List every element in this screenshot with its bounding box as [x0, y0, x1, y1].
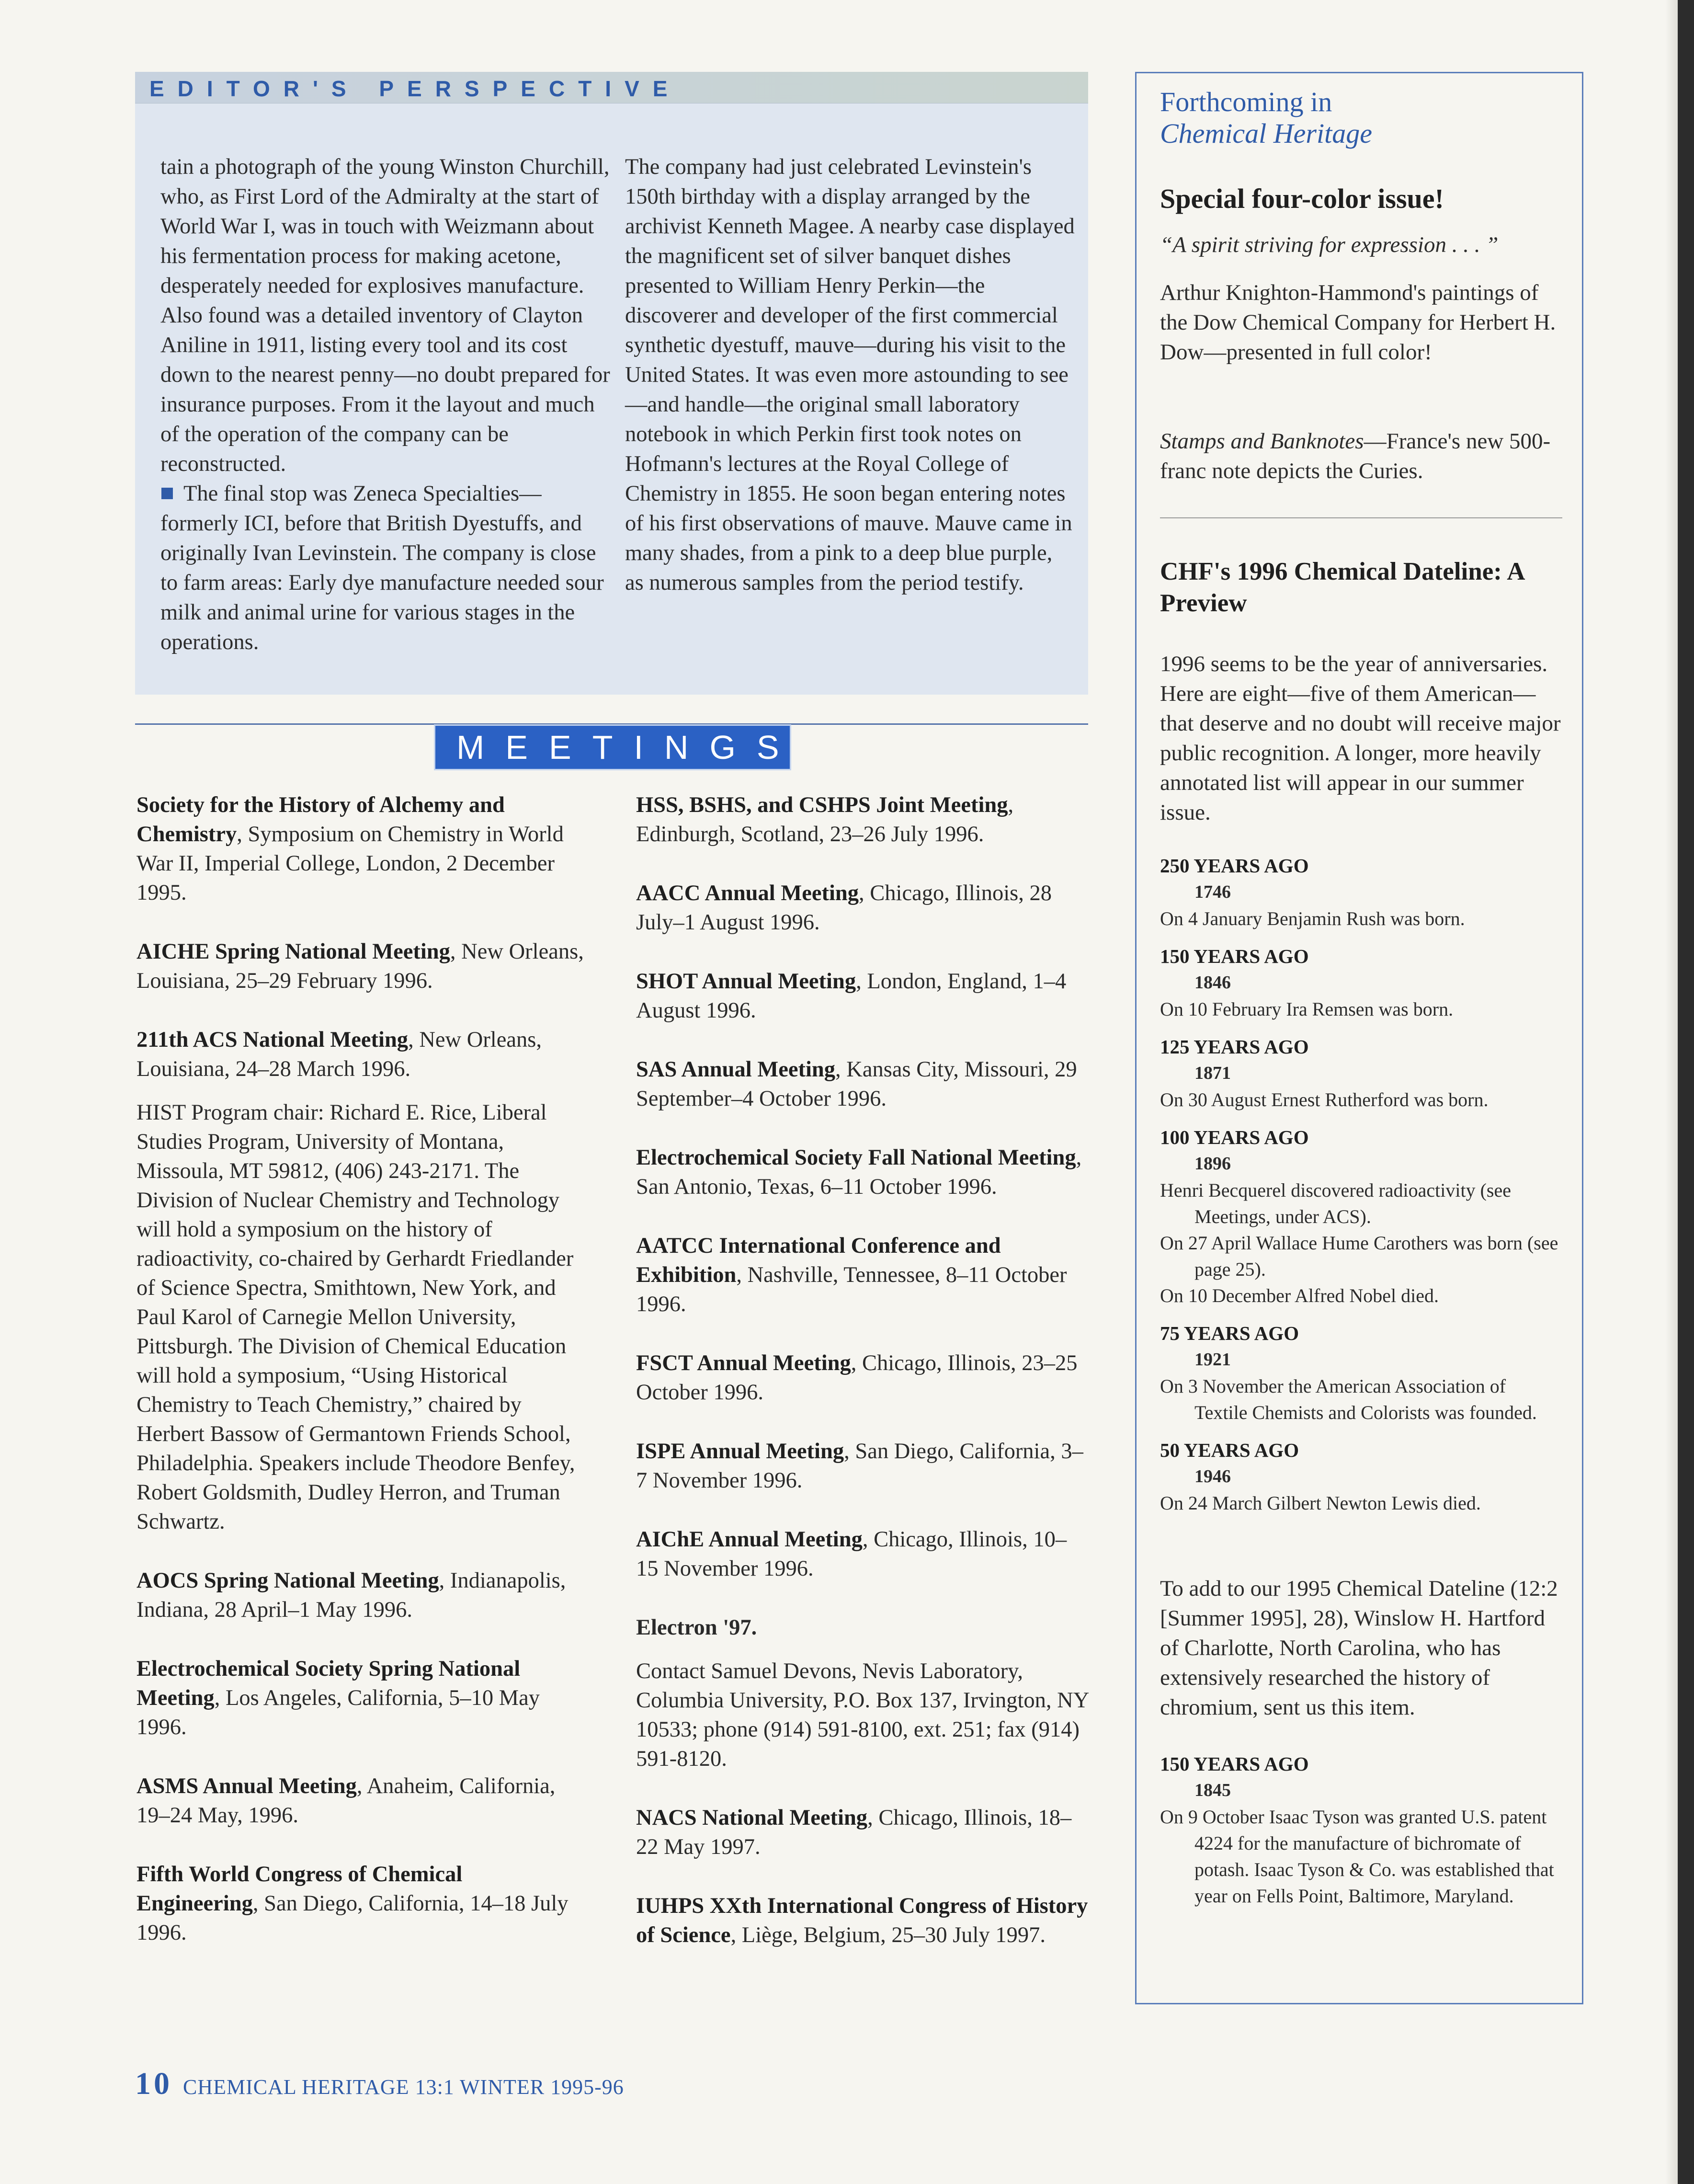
paragraph: The final stop was Zeneca Specialties—formerly ICI, before that British Dyestuffs, and originally Ivan Levinstein. The company is close to farm areas: Early dye manufacture needed sour milk and animal urine for various stages in the operations. — [160, 481, 604, 654]
knighton-paragraph: Arthur Knighton-Hammond's paintings of the Dow Chemical Company for Herbert H. Dow—presented in full color! — [1160, 280, 1556, 365]
anniversary-entry: 100 YEARS AGO 1896 Henri Becquerel discovered radioactivity (see Meetings, under ACS). On 27 April Wallace Hume Carothers was born (see page 25). On 10 December Alfred Nobel died. — [1160, 1126, 1558, 1306]
meeting-item: AATCC International Conference and Exhibition, Nashville, Tennessee, 8–11 October 1996. — [636, 1234, 1067, 1316]
special-issue-heading: Special four-color issue! — [1160, 183, 1444, 214]
page-number: 10 — [135, 2066, 172, 2101]
meeting-item: SHOT Annual Meeting, London, England, 1–4 August 1996. — [636, 969, 1067, 1023]
dateline-addendum: To add to our 1995 Chemical Dateline (12:2 [Summer 1995], 28), Winslow H. Hartford of Charlotte, North Carolina, who has extensively researched the history of chromium, sent us this item. — [1160, 1576, 1558, 1720]
editors-column-right — [625, 152, 1075, 598]
page-footer — [135, 2066, 624, 2102]
meeting-item: Fifth World Congress of Chemical Engineering, San Diego, California, 14–18 July 1996. — [136, 1862, 568, 1945]
meeting-item: Electrochemical Society Fall National Meeting, San Antonio, Texas, 6–11 October 1996. — [636, 1145, 1082, 1199]
dateline-title: CHF's 1996 Chemical Dateline: A Preview — [1160, 558, 1524, 617]
meeting-item: SAS Annual Meeting, Kansas City, Missouri, 29 September–4 October 1996. — [636, 1057, 1077, 1111]
anniversary-entry: 75 YEARS AGO 1921 On 3 November the American Association of Textile Chemists and Colorists was founded. — [1160, 1322, 1537, 1423]
section-title: EDITOR'S PERSPECTIVE — [149, 76, 681, 101]
meeting-item: AOCS Spring National Meeting, Indianapolis, Indiana, 28 April–1 May 1996. — [136, 1568, 566, 1622]
anniversary-entry: 150 YEARS AGO 1846 On 10 February Ira Remsen was born. — [1160, 945, 1454, 1020]
meeting-item: FSCT Annual Meeting, Chicago, Illinois, 23–25 October 1996. — [636, 1351, 1078, 1405]
meeting-item: 211th ACS National Meeting, New Orleans, Louisiana, 24–28 March 1996. — [136, 1028, 542, 1081]
meeting-item: AICHE Spring National Meeting, New Orleans, Louisiana, 25–29 February 1996. — [136, 939, 584, 993]
quote: “A spirit striving for expression . . . ” — [1160, 232, 1499, 257]
anniversary-entry: 150 YEARS AGO 1845 On 9 October Isaac Tyson was granted U.S. patent 4224 for the manufacture of bichromate of potash. Isaac Tyson & Co. was established that year on Fells Point, Baltimore, Maryland. — [1160, 1753, 1554, 1907]
sidebar-divider — [1160, 517, 1562, 518]
meeting-item: Electron '97. — [636, 1615, 757, 1640]
hist-program-paragraph: HIST Program chair: Richard E. Rice, Liberal Studies Program, University of Montana, Missoula, MT 59812, (406) 243-2171. The Division of Nuclear Chemistry and Technology will hold a symposium on the history of radioactivity, co-chaired by Gerhardt Friedlander of Science Spectra, Smithtown, New York, and Paul Karol of Carnegie Mellon University, Pittsburgh. The Division of Chemical Education will hold a symposium, “Using Historical Chemistry to Teach Chemistry,” chaired by Herbert Bassow of Germantown Friends School, Philadelphia. Speakers include Theodore Benfey, Robert Goldsmith, Dudley Herron, and Truman Schwartz. — [136, 1100, 575, 1534]
meeting-item: Electrochemical Society Spring National Meeting, Los Angeles, California, 5–10 May 1996. — [136, 1657, 540, 1739]
meetings-label: MEETINGS — [434, 724, 791, 770]
anniversary-list-extra — [1160, 1751, 1562, 1921]
anniversary-entry: 125 YEARS AGO 1871 On 30 August Ernest Rutherford was born. — [1160, 1036, 1489, 1110]
meeting-item: ASMS Annual Meeting, Anaheim, California, 19–24 May, 1996. — [136, 1774, 556, 1828]
meeting-item: NACS National Meeting, Chicago, Illinois, 18–22 May 1997. — [636, 1806, 1072, 1859]
editors-perspective-header — [135, 72, 1088, 103]
meeting-item: Society for the History of Alchemy and Chemistry, Symposium on Chemistry in World War II, Imperial College, London, 2 December 1995. — [136, 793, 564, 905]
forthcoming-title: Forthcoming in Chemical Heritage — [1160, 86, 1372, 149]
page-edge — [1678, 0, 1694, 2184]
editors-column-left — [160, 152, 611, 657]
meetings-column-right — [636, 790, 1089, 1979]
paragraph: tain a photograph of the young Winston Churchill, who, as First Lord of the Admiralty at the start of World War I, was in touch with Weizmann about his fermentation process for making acetone, desperately needed for explosives manufacture. Also found was a detailed inventory of Clayton Aniline in 1911, listing every tool and its cost down to the nearest penny—no doubt prepared for insurance purposes. From it the layout and much of the operation of the company can be reconstructed. — [160, 155, 610, 476]
meeting-item-detail: Contact Samuel Devons, Nevis Laboratory, Columbia University, P.O. Box 137, Irvington, NY 10533; phone (914) 591-8100, ext. 251; fax (914) 591-8120. — [636, 1659, 1089, 1771]
meeting-item: AACC Annual Meeting, Chicago, Illinois, 28 July–1 August 1996. — [636, 881, 1052, 935]
meeting-item: ISPE Annual Meeting, San Diego, California, 3–7 November 1996. — [636, 1439, 1083, 1493]
publication-info: CHEMICAL HERITAGE 13:1 WINTER 1995-96 — [183, 2075, 624, 2099]
meetings-column-left — [136, 790, 589, 1977]
paragraph: The company had just celebrated Levinstein's 150th birthday with a display arranged by the archivist Kenneth Magee. A nearby case displayed the magnificent set of silver banquet dishes presented to William Henry Perkin—the discoverer and developer of the first commercial synthetic dyestuff, mauve—during his visit to the United States. It was even more astounding to see—and handle—the original small laboratory notebook in which Perkin first took notes on Hofmann's lectures at the Royal College of Chemistry in 1855. He soon began entering notes of his first observations of mauve. Mauve came in many shades, from a pink to a deep blue purple, as numerous samples from the period testify. — [625, 155, 1075, 595]
anniversary-entry: 250 YEARS AGO 1746 On 4 January Benjamin Rush was born. — [1160, 855, 1465, 929]
stamps-paragraph: Stamps and Banknotes—France's new 500-franc note depicts the Curies. — [1160, 429, 1551, 483]
anniversary-entry: 50 YEARS AGO 1946 On 24 March Gilbert Newton Lewis died. — [1160, 1439, 1481, 1514]
meeting-item: AIChE Annual Meeting, Chicago, Illinois, 10–15 November 1996. — [636, 1527, 1067, 1581]
square-bullet-icon — [161, 488, 173, 499]
dateline-intro: 1996 seems to be the year of anniversaries. Here are eight—five of them American—that deserve and no doubt will receive major public recognition. A longer, more heavily annotated list will appear in our summer issue. — [1160, 652, 1561, 825]
meeting-item: IUHPS XXth International Congress of History of Science, Liège, Belgium, 25–30 July 1997. — [636, 1894, 1088, 1947]
anniversary-list — [1160, 853, 1562, 1528]
meeting-item: HSS, BSHS, and CSHPS Joint Meeting, Edinburgh, Scotland, 23–26 July 1996. — [636, 793, 1014, 846]
